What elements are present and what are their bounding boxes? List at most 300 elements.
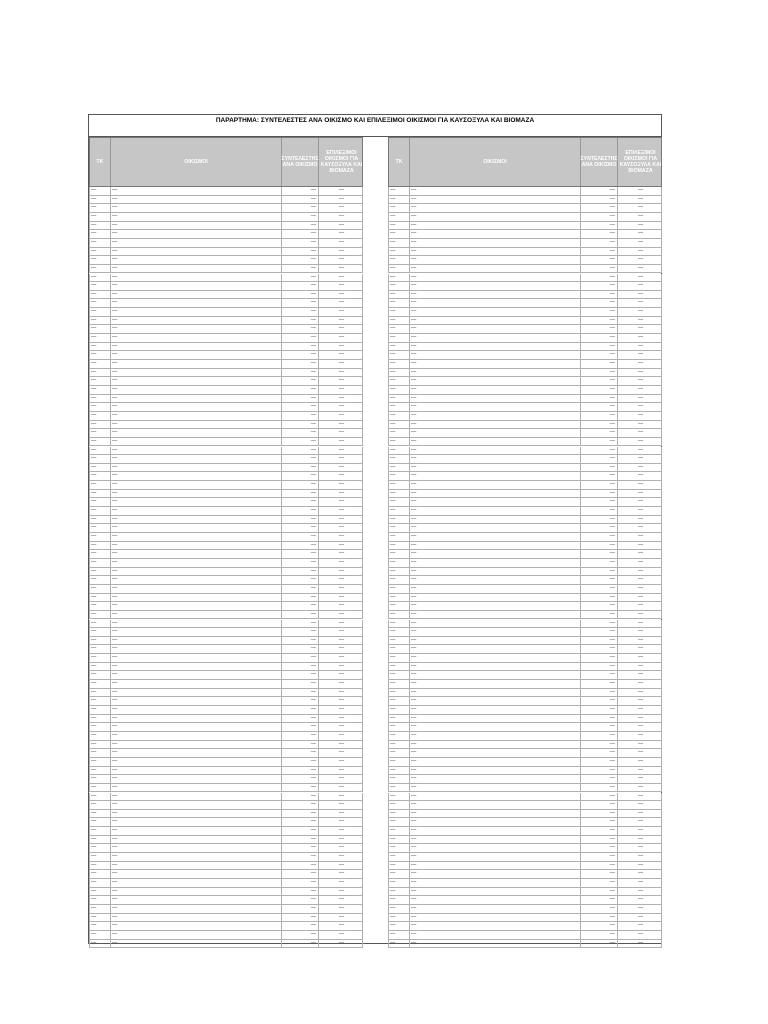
row-eligible: — [338,671,345,678]
row-code: — [90,844,111,852]
row-coefficient: — [581,870,618,878]
table-row [89,594,363,603]
row-coefficient: — [581,282,618,290]
table-row [89,836,363,845]
row-coefficient: — [282,299,319,307]
row-settlement: — [111,507,282,515]
row-eligible: — [637,567,644,574]
row-code: — [90,481,111,489]
table-row [388,853,662,862]
row-code: — [389,204,410,212]
row-code: — [389,291,410,299]
row-settlement: — [111,637,282,645]
row-settlement: — [111,360,282,368]
row-code: — [90,498,111,506]
row-coefficient: — [581,767,618,775]
row-code: — [389,671,410,679]
row-settlement: — [111,602,282,610]
table-row [89,689,363,698]
row-settlement: — [111,343,282,351]
row-eligible: — [338,740,345,747]
row-settlement: — [410,498,581,506]
row-coefficient: — [581,256,618,264]
row-coefficient: — [581,671,618,679]
row-eligible: — [338,801,345,808]
row-settlement: — [111,256,282,264]
table-row [89,230,363,239]
row-code: — [90,827,111,835]
table-row [388,559,662,568]
row-eligible: — [637,385,644,392]
row-coefficient: — [282,611,319,619]
row-coefficient: — [581,689,618,697]
row-coefficient: — [581,265,618,273]
row-settlement: — [410,767,581,775]
row-settlement: — [111,844,282,852]
row-code: — [389,568,410,576]
table-row [89,222,363,231]
row-eligible: — [637,299,644,306]
row-code: — [389,905,410,913]
row-eligible: — [637,377,644,384]
row-eligible: — [637,455,644,462]
row-code: — [389,654,410,662]
row-code: — [389,334,410,342]
row-settlement: — [111,879,282,887]
row-eligible: — [637,904,644,911]
table-row [89,862,363,871]
row-eligible: — [637,740,644,747]
row-code: — [389,732,410,740]
row-coefficient: — [581,559,618,567]
row-settlement: — [410,836,581,844]
row-settlement: — [111,784,282,792]
table-row [388,697,662,706]
row-code: — [90,767,111,775]
row-eligible: — [637,489,644,496]
row-eligible: — [637,507,644,514]
table-row [89,931,363,940]
row-settlement: — [410,697,581,705]
row-code: — [90,723,111,731]
table-row [89,325,363,334]
row-coefficient: — [282,403,319,411]
row-eligible: — [637,697,644,704]
row-settlement: — [111,853,282,861]
row-eligible: — [637,403,644,410]
row-settlement: — [410,706,581,714]
row-coefficient: — [581,187,618,195]
row-eligible: — [338,463,345,470]
table-row [89,818,363,827]
row-code: — [389,594,410,602]
row-code: — [389,317,410,325]
row-settlement: — [410,516,581,524]
row-settlement: — [111,671,282,679]
row-settlement: — [410,741,581,749]
row-code: — [389,447,410,455]
row-settlement: — [410,749,581,757]
row-coefficient: — [282,732,319,740]
table-row [89,810,363,819]
row-code: — [389,715,410,723]
table-row [388,542,662,551]
row-eligible: — [338,472,345,479]
row-coefficient: — [282,524,319,532]
row-code: — [90,204,111,212]
row-code: — [90,533,111,541]
row-code: — [389,879,410,887]
row-settlement: — [410,853,581,861]
row-coefficient: — [581,888,618,896]
row-code: — [389,274,410,282]
row-coefficient: — [581,369,618,377]
table-row [388,222,662,231]
row-eligible: — [338,541,345,548]
row-eligible: — [338,775,345,782]
table-row [89,291,363,300]
row-settlement: — [410,213,581,221]
table-row [89,888,363,897]
row-code: — [389,680,410,688]
row-coefficient: — [581,741,618,749]
row-settlement: — [111,628,282,636]
row-settlement: — [111,931,282,939]
row-code: — [90,706,111,714]
row-coefficient: — [282,680,319,688]
row-code: — [90,784,111,792]
row-eligible: — [637,550,644,557]
row-code: — [389,602,410,610]
table-row [388,585,662,594]
row-eligible: — [338,334,345,341]
row-eligible: — [338,221,345,228]
row-coefficient: — [581,853,618,861]
row-settlement: — [111,905,282,913]
row-eligible: — [637,775,644,782]
row-settlement: — [111,749,282,757]
row-coefficient: — [282,896,319,904]
row-code: — [90,628,111,636]
table-row [388,395,662,404]
column-header-code: TK [389,138,410,186]
table-row [388,775,662,784]
row-coefficient: — [581,239,618,247]
row-coefficient: — [581,680,618,688]
row-eligible: — [637,446,644,453]
row-code: — [389,282,410,290]
row-code: — [90,645,111,653]
row-coefficient: — [581,905,618,913]
table-row [388,438,662,447]
row-settlement: — [111,689,282,697]
row-settlement: — [410,585,581,593]
row-coefficient: — [581,222,618,230]
table-row [388,620,662,629]
row-eligible: — [338,896,345,903]
row-settlement: — [410,438,581,446]
row-code: — [389,265,410,273]
table-row [89,793,363,802]
row-eligible: — [338,394,345,401]
row-settlement: — [410,360,581,368]
row-code: — [389,256,410,264]
row-settlement: — [111,706,282,714]
row-coefficient: — [282,620,319,628]
table-row [89,663,363,672]
row-eligible: — [637,827,644,834]
row-coefficient: — [282,810,319,818]
row-settlement: — [410,689,581,697]
row-settlement: — [111,204,282,212]
row-eligible: — [338,290,345,297]
row-eligible: — [637,308,644,315]
row-code: — [389,931,410,939]
table-row [89,645,363,654]
row-settlement: — [111,620,282,628]
row-settlement: — [111,403,282,411]
row-eligible: — [338,645,345,652]
table-row [388,429,662,438]
row-eligible: — [637,334,644,341]
row-settlement: — [410,940,581,948]
row-coefficient: — [282,308,319,316]
row-coefficient: — [581,524,618,532]
row-coefficient: — [581,758,618,766]
row-eligible: — [338,212,345,219]
table-row [388,628,662,637]
table-row [89,870,363,879]
row-eligible: — [637,437,644,444]
row-coefficient: — [581,706,618,714]
row-code: — [389,827,410,835]
row-settlement: — [410,914,581,922]
row-coefficient: — [581,516,618,524]
row-code: — [90,196,111,204]
row-code: — [90,602,111,610]
row-code: — [90,620,111,628]
row-coefficient: — [282,421,319,429]
table-row [388,594,662,603]
table-row [89,265,363,274]
row-coefficient: — [581,291,618,299]
table-row [89,896,363,905]
row-eligible: — [637,316,644,323]
table-row [89,490,363,499]
row-coefficient: — [581,351,618,359]
row-settlement: — [111,516,282,524]
table-row [388,325,662,334]
row-code: — [389,239,410,247]
row-coefficient: — [282,343,319,351]
row-eligible: — [637,922,644,929]
row-eligible: — [637,264,644,271]
table-row [388,472,662,481]
table-row [89,914,363,923]
row-coefficient: — [581,248,618,256]
row-code: — [389,836,410,844]
row-settlement: — [111,421,282,429]
row-eligible: — [338,273,345,280]
row-eligible: — [338,558,345,565]
row-code: — [389,585,410,593]
row-settlement: — [111,490,282,498]
row-coefficient: — [581,620,618,628]
row-coefficient: — [282,853,319,861]
row-coefficient: — [282,922,319,930]
row-eligible: — [637,887,644,894]
row-code: — [389,308,410,316]
row-code: — [389,870,410,878]
row-coefficient: — [581,464,618,472]
table-row [388,248,662,257]
table-row [388,282,662,291]
row-eligible: — [637,654,644,661]
row-coefficient: — [282,447,319,455]
table-row [388,844,662,853]
row-code: — [389,697,410,705]
table-row [388,507,662,516]
row-settlement: — [410,351,581,359]
row-code: — [90,351,111,359]
row-eligible: — [637,662,644,669]
row-eligible: — [637,731,644,738]
row-coefficient: — [581,611,618,619]
row-coefficient: — [581,196,618,204]
row-eligible: — [338,567,345,574]
row-eligible: — [338,195,345,202]
row-settlement: — [410,576,581,584]
row-coefficient: — [282,671,319,679]
row-eligible: — [338,299,345,306]
row-eligible: — [338,515,345,522]
row-settlement: — [111,196,282,204]
row-eligible: — [637,394,644,401]
row-eligible: — [637,939,644,946]
table-row [89,680,363,689]
row-code: — [90,896,111,904]
table-row [89,775,363,784]
table-row [89,715,363,724]
row-eligible: — [338,316,345,323]
row-settlement: — [410,403,581,411]
row-eligible: — [338,230,345,237]
row-code: — [389,230,410,238]
row-coefficient: — [581,896,618,904]
table-row [388,715,662,724]
table-row [89,611,363,620]
table-row [388,369,662,378]
table-row [388,645,662,654]
table-row [89,204,363,213]
row-eligible: — [338,602,345,609]
row-coefficient: — [282,758,319,766]
row-eligible: — [637,783,644,790]
row-eligible: — [637,351,644,358]
table-row [388,464,662,473]
row-settlement: — [410,386,581,394]
row-settlement: — [111,472,282,480]
row-eligible: — [338,584,345,591]
row-coefficient: — [282,334,319,342]
row-coefficient: — [282,576,319,584]
row-eligible: — [637,610,644,617]
table-row [89,879,363,888]
row-settlement: — [410,732,581,740]
row-coefficient: — [282,585,319,593]
row-coefficient: — [282,230,319,238]
row-eligible: — [637,584,644,591]
row-eligible: — [338,403,345,410]
table-row [89,429,363,438]
table-row [89,412,363,421]
table-row [89,767,363,776]
row-settlement: — [410,896,581,904]
row-code: — [90,697,111,705]
row-settlement: — [111,351,282,359]
row-settlement: — [111,447,282,455]
row-settlement: — [111,308,282,316]
row-coefficient: — [282,386,319,394]
row-settlement: — [111,836,282,844]
row-coefficient: — [581,801,618,809]
row-eligible: — [338,481,345,488]
row-eligible: — [338,844,345,851]
row-settlement: — [111,870,282,878]
table-header [388,137,662,187]
row-coefficient: — [282,940,319,948]
row-settlement: — [410,369,581,377]
row-eligible: — [338,680,345,687]
row-code: — [90,680,111,688]
row-settlement: — [410,274,581,282]
table-row [89,524,363,533]
row-coefficient: — [282,550,319,558]
table-row [89,317,363,326]
row-coefficient: — [581,533,618,541]
row-settlement: — [410,291,581,299]
row-code: — [90,801,111,809]
row-code: — [90,663,111,671]
row-code: — [389,844,410,852]
table-row [388,343,662,352]
row-eligible: — [637,541,644,548]
document-title: ΠΑΡΑΡΤΗΜΑ: ΣΥΝΤΕΛΕΣΤΕΣ ΑΝΑ ΟΙΚΙΣΜΟ ΚΑΙ ΕΠΙΛΕΞΙΜΟΙ ΟΙΚΙΣΜΟΙ ΓΙΑ ΚΑΥΣΟΞΥΛΑ ΚΑΙ ΒΙΟΜΑΖΑ [89,115,661,137]
table-row [89,671,363,680]
table-row [388,421,662,430]
table-row [89,343,363,352]
table-row [89,576,363,585]
row-coefficient: — [581,481,618,489]
table-row [388,291,662,300]
row-settlement: — [410,377,581,385]
table-row [89,940,363,949]
column-header-eligible: ΕΠΙΛΕΞΙΜΟΙ ΟΙΚΙΣΜΟΙ ΓΙΑ ΚΑΥΣΟΞΥΛΑ ΚΑΙ ΒΙΟΜΑΖΑ [619,149,662,175]
row-settlement: — [410,490,581,498]
row-settlement: — [410,472,581,480]
row-eligible: — [338,662,345,669]
row-coefficient: — [581,922,618,930]
table-row [89,369,363,378]
row-coefficient: — [581,360,618,368]
row-coefficient: — [581,628,618,636]
row-settlement: — [111,455,282,463]
row-eligible: — [338,377,345,384]
row-eligible: — [338,238,345,245]
row-coefficient: — [282,637,319,645]
row-eligible: — [338,835,345,842]
row-code: — [389,438,410,446]
